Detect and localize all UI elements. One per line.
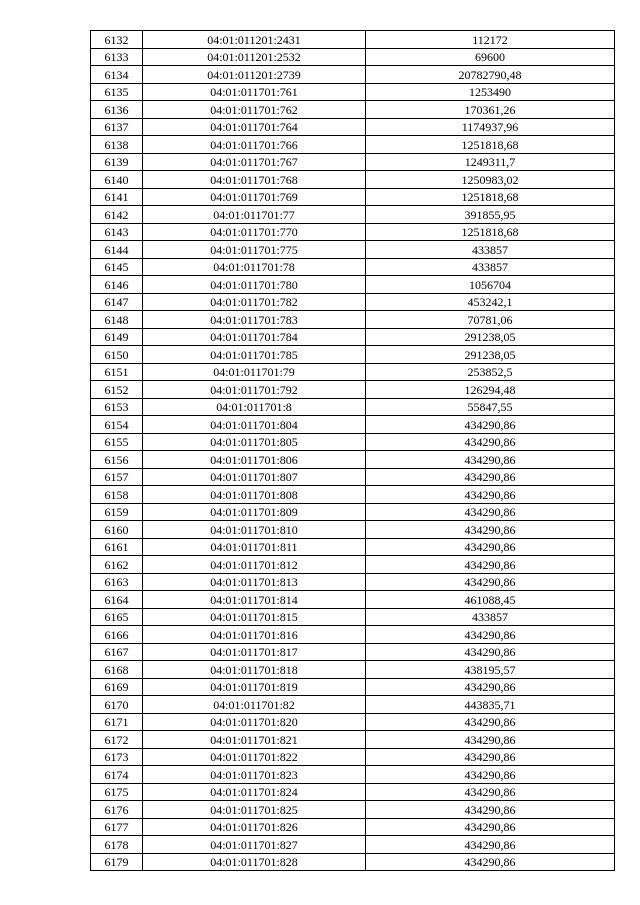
row-number-cell: 6137 bbox=[91, 118, 143, 136]
table-row bbox=[91, 748, 615, 766]
value-cell: 434290,86 bbox=[366, 713, 615, 731]
row-number-cell: 6150 bbox=[91, 346, 143, 364]
cadastral-number-cell: 04:01:011701:766 bbox=[143, 136, 366, 154]
table-row bbox=[91, 171, 615, 189]
value-cell: 434290,86 bbox=[366, 801, 615, 819]
cadastral-number-cell: 04:01:011701:811 bbox=[143, 538, 366, 556]
cadastral-number-cell: 04:01:011701:816 bbox=[143, 626, 366, 644]
value-cell: 434290,86 bbox=[366, 818, 615, 836]
row-number-cell: 6172 bbox=[91, 731, 143, 749]
table-row bbox=[91, 293, 615, 311]
row-number-cell: 6164 bbox=[91, 591, 143, 609]
row-number-cell: 6173 bbox=[91, 748, 143, 766]
row-number-cell: 6176 bbox=[91, 801, 143, 819]
table-row bbox=[91, 258, 615, 276]
row-number-cell: 6156 bbox=[91, 451, 143, 469]
table-row bbox=[91, 783, 615, 801]
row-number-cell: 6160 bbox=[91, 521, 143, 539]
value-cell: 434290,86 bbox=[366, 486, 615, 504]
table-row bbox=[91, 433, 615, 451]
value-cell: 434290,86 bbox=[366, 503, 615, 521]
table-row bbox=[91, 346, 615, 364]
value-cell: 1174937,96 bbox=[366, 118, 615, 136]
row-number-cell: 6147 bbox=[91, 293, 143, 311]
cadastral-number-cell: 04:01:011201:2532 bbox=[143, 48, 366, 66]
table-row bbox=[91, 66, 615, 84]
table-row bbox=[91, 188, 615, 206]
value-cell: 1251818,68 bbox=[366, 136, 615, 154]
value-cell: 434290,86 bbox=[366, 556, 615, 574]
value-cell: 126294,48 bbox=[366, 381, 615, 399]
table-row bbox=[91, 48, 615, 66]
row-number-cell: 6170 bbox=[91, 696, 143, 714]
cadastral-number-cell: 04:01:011701:817 bbox=[143, 643, 366, 661]
row-number-cell: 6141 bbox=[91, 188, 143, 206]
cadastral-number-cell: 04:01:011701:764 bbox=[143, 118, 366, 136]
table-row bbox=[91, 608, 615, 626]
table-row bbox=[91, 836, 615, 854]
table-row bbox=[91, 713, 615, 731]
value-cell: 1251818,68 bbox=[366, 188, 615, 206]
table-row bbox=[91, 223, 615, 241]
cadastral-number-cell: 04:01:011701:78 bbox=[143, 258, 366, 276]
row-number-cell: 6134 bbox=[91, 66, 143, 84]
row-number-cell: 6157 bbox=[91, 468, 143, 486]
value-cell: 461088,45 bbox=[366, 591, 615, 609]
data-table bbox=[90, 30, 615, 871]
cadastral-number-cell: 04:01:011701:804 bbox=[143, 416, 366, 434]
cadastral-number-cell: 04:01:011701:805 bbox=[143, 433, 366, 451]
row-number-cell: 6146 bbox=[91, 276, 143, 294]
value-cell: 453242,1 bbox=[366, 293, 615, 311]
value-cell: 112172 bbox=[366, 31, 615, 49]
row-number-cell: 6179 bbox=[91, 853, 143, 871]
table-row bbox=[91, 503, 615, 521]
row-number-cell: 6152 bbox=[91, 381, 143, 399]
table-row bbox=[91, 486, 615, 504]
row-number-cell: 6143 bbox=[91, 223, 143, 241]
cadastral-number-cell: 04:01:011701:769 bbox=[143, 188, 366, 206]
row-number-cell: 6136 bbox=[91, 101, 143, 119]
table-row bbox=[91, 451, 615, 469]
cadastral-number-cell: 04:01:011701:828 bbox=[143, 853, 366, 871]
cadastral-number-cell: 04:01:011701:812 bbox=[143, 556, 366, 574]
value-cell: 433857 bbox=[366, 258, 615, 276]
value-cell: 1056704 bbox=[366, 276, 615, 294]
row-number-cell: 6153 bbox=[91, 398, 143, 416]
cadastral-number-cell: 04:01:011701:810 bbox=[143, 521, 366, 539]
row-number-cell: 6142 bbox=[91, 206, 143, 224]
value-cell: 1249311,7 bbox=[366, 153, 615, 171]
row-number-cell: 6166 bbox=[91, 626, 143, 644]
cadastral-number-cell: 04:01:011701:815 bbox=[143, 608, 366, 626]
value-cell: 433857 bbox=[366, 241, 615, 259]
value-cell: 1250983,02 bbox=[366, 171, 615, 189]
value-cell: 170361,26 bbox=[366, 101, 615, 119]
table-row bbox=[91, 643, 615, 661]
cadastral-number-cell: 04:01:011701:77 bbox=[143, 206, 366, 224]
cadastral-number-cell: 04:01:011701:792 bbox=[143, 381, 366, 399]
cadastral-number-cell: 04:01:011701:826 bbox=[143, 818, 366, 836]
value-cell: 434290,86 bbox=[366, 783, 615, 801]
cadastral-number-cell: 04:01:011701:780 bbox=[143, 276, 366, 294]
cadastral-number-cell: 04:01:011701:783 bbox=[143, 311, 366, 329]
table-row bbox=[91, 696, 615, 714]
row-number-cell: 6155 bbox=[91, 433, 143, 451]
value-cell: 434290,86 bbox=[366, 836, 615, 854]
table-row bbox=[91, 626, 615, 644]
value-cell: 434290,86 bbox=[366, 853, 615, 871]
value-cell: 69600 bbox=[366, 48, 615, 66]
value-cell: 443835,71 bbox=[366, 696, 615, 714]
value-cell: 434290,86 bbox=[366, 573, 615, 591]
cadastral-number-cell: 04:01:011701:79 bbox=[143, 363, 366, 381]
table-row bbox=[91, 538, 615, 556]
cadastral-number-cell: 04:01:011701:821 bbox=[143, 731, 366, 749]
table-row bbox=[91, 731, 615, 749]
value-cell: 434290,86 bbox=[366, 468, 615, 486]
value-cell: 434290,86 bbox=[366, 416, 615, 434]
cadastral-number-cell: 04:01:011701:762 bbox=[143, 101, 366, 119]
cadastral-number-cell: 04:01:011701:82 bbox=[143, 696, 366, 714]
value-cell: 253852,5 bbox=[366, 363, 615, 381]
table-row bbox=[91, 276, 615, 294]
table-row bbox=[91, 556, 615, 574]
value-cell: 434290,86 bbox=[366, 451, 615, 469]
value-cell: 70781,06 bbox=[366, 311, 615, 329]
cadastral-number-cell: 04:01:011701:819 bbox=[143, 678, 366, 696]
table-row bbox=[91, 591, 615, 609]
row-number-cell: 6165 bbox=[91, 608, 143, 626]
cadastral-number-cell: 04:01:011701:785 bbox=[143, 346, 366, 364]
cadastral-number-cell: 04:01:011701:8 bbox=[143, 398, 366, 416]
value-cell: 434290,86 bbox=[366, 766, 615, 784]
table-row bbox=[91, 801, 615, 819]
row-number-cell: 6161 bbox=[91, 538, 143, 556]
cadastral-number-cell: 04:01:011701:808 bbox=[143, 486, 366, 504]
row-number-cell: 6162 bbox=[91, 556, 143, 574]
row-number-cell: 6163 bbox=[91, 573, 143, 591]
table-row bbox=[91, 661, 615, 679]
cadastral-number-cell: 04:01:011701:761 bbox=[143, 83, 366, 101]
row-number-cell: 6149 bbox=[91, 328, 143, 346]
value-cell: 1253490 bbox=[366, 83, 615, 101]
cadastral-number-cell: 04:01:011701:809 bbox=[143, 503, 366, 521]
cadastral-number-cell: 04:01:011701:827 bbox=[143, 836, 366, 854]
table-row bbox=[91, 153, 615, 171]
row-number-cell: 6138 bbox=[91, 136, 143, 154]
cadastral-number-cell: 04:01:011701:775 bbox=[143, 241, 366, 259]
cadastral-number-cell: 04:01:011701:820 bbox=[143, 713, 366, 731]
table-row bbox=[91, 328, 615, 346]
row-number-cell: 6169 bbox=[91, 678, 143, 696]
value-cell: 434290,86 bbox=[366, 731, 615, 749]
row-number-cell: 6159 bbox=[91, 503, 143, 521]
cadastral-number-cell: 04:01:011701:822 bbox=[143, 748, 366, 766]
value-cell: 291238,05 bbox=[366, 328, 615, 346]
value-cell: 434290,86 bbox=[366, 678, 615, 696]
table-row bbox=[91, 31, 615, 49]
value-cell: 434290,86 bbox=[366, 643, 615, 661]
row-number-cell: 6133 bbox=[91, 48, 143, 66]
table-row bbox=[91, 311, 615, 329]
cadastral-number-cell: 04:01:011701:768 bbox=[143, 171, 366, 189]
table-body bbox=[91, 31, 615, 871]
table-row bbox=[91, 416, 615, 434]
cadastral-number-cell: 04:01:011701:807 bbox=[143, 468, 366, 486]
cadastral-number-cell: 04:01:011701:782 bbox=[143, 293, 366, 311]
value-cell: 434290,86 bbox=[366, 521, 615, 539]
cadastral-number-cell: 04:01:011701:806 bbox=[143, 451, 366, 469]
table-row bbox=[91, 766, 615, 784]
row-number-cell: 6174 bbox=[91, 766, 143, 784]
row-number-cell: 6144 bbox=[91, 241, 143, 259]
value-cell: 55847,55 bbox=[366, 398, 615, 416]
cadastral-number-cell: 04:01:011701:823 bbox=[143, 766, 366, 784]
row-number-cell: 6168 bbox=[91, 661, 143, 679]
table-row bbox=[91, 678, 615, 696]
table-row bbox=[91, 521, 615, 539]
table-row bbox=[91, 118, 615, 136]
row-number-cell: 6171 bbox=[91, 713, 143, 731]
row-number-cell: 6132 bbox=[91, 31, 143, 49]
value-cell: 20782790,48 bbox=[366, 66, 615, 84]
value-cell: 391855,95 bbox=[366, 206, 615, 224]
cadastral-number-cell: 04:01:011701:784 bbox=[143, 328, 366, 346]
row-number-cell: 6148 bbox=[91, 311, 143, 329]
value-cell: 1251818,68 bbox=[366, 223, 615, 241]
row-number-cell: 6158 bbox=[91, 486, 143, 504]
value-cell: 433857 bbox=[366, 608, 615, 626]
value-cell: 438195,57 bbox=[366, 661, 615, 679]
table-row bbox=[91, 468, 615, 486]
cadastral-number-cell: 04:01:011201:2431 bbox=[143, 31, 366, 49]
table-row bbox=[91, 83, 615, 101]
table-row bbox=[91, 818, 615, 836]
cadastral-number-cell: 04:01:011201:2739 bbox=[143, 66, 366, 84]
row-number-cell: 6139 bbox=[91, 153, 143, 171]
cadastral-number-cell: 04:01:011701:825 bbox=[143, 801, 366, 819]
row-number-cell: 6178 bbox=[91, 836, 143, 854]
cadastral-number-cell: 04:01:011701:814 bbox=[143, 591, 366, 609]
row-number-cell: 6145 bbox=[91, 258, 143, 276]
row-number-cell: 6140 bbox=[91, 171, 143, 189]
value-cell: 434290,86 bbox=[366, 626, 615, 644]
row-number-cell: 6175 bbox=[91, 783, 143, 801]
value-cell: 434290,86 bbox=[366, 433, 615, 451]
row-number-cell: 6151 bbox=[91, 363, 143, 381]
value-cell: 434290,86 bbox=[366, 538, 615, 556]
cadastral-number-cell: 04:01:011701:818 bbox=[143, 661, 366, 679]
table-row bbox=[91, 573, 615, 591]
cadastral-number-cell: 04:01:011701:767 bbox=[143, 153, 366, 171]
table-row bbox=[91, 363, 615, 381]
cadastral-number-cell: 04:01:011701:813 bbox=[143, 573, 366, 591]
value-cell: 291238,05 bbox=[366, 346, 615, 364]
table-row bbox=[91, 136, 615, 154]
row-number-cell: 6154 bbox=[91, 416, 143, 434]
table-row bbox=[91, 853, 615, 871]
row-number-cell: 6177 bbox=[91, 818, 143, 836]
table-row bbox=[91, 241, 615, 259]
value-cell: 434290,86 bbox=[366, 748, 615, 766]
table-row bbox=[91, 381, 615, 399]
table-row bbox=[91, 206, 615, 224]
cadastral-number-cell: 04:01:011701:824 bbox=[143, 783, 366, 801]
row-number-cell: 6167 bbox=[91, 643, 143, 661]
row-number-cell: 6135 bbox=[91, 83, 143, 101]
cadastral-number-cell: 04:01:011701:770 bbox=[143, 223, 366, 241]
table-row bbox=[91, 398, 615, 416]
table-row bbox=[91, 101, 615, 119]
